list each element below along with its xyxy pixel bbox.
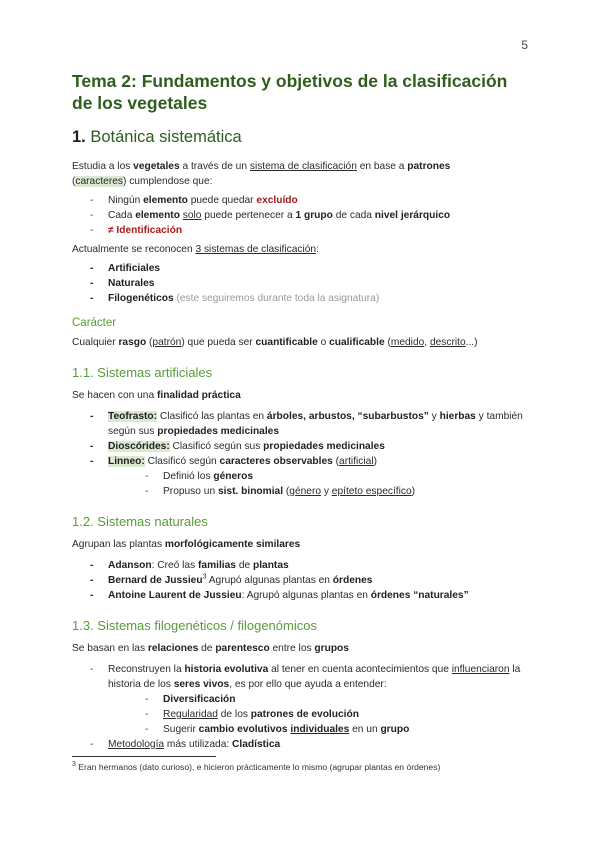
text: Metodología [108, 739, 165, 750]
text: Clasificó las plantas en [157, 411, 267, 422]
text: órdenes [332, 575, 373, 586]
text: ( [283, 486, 290, 497]
text: Agrupó algunas plantas en [206, 575, 333, 586]
text: de [198, 643, 216, 654]
text: Propuso un [163, 486, 218, 497]
text: de cada [332, 210, 375, 221]
list-item [72, 737, 528, 752]
text: al tener en cuenta acontecimientos que [268, 664, 452, 675]
text: 1 grupo [295, 210, 333, 221]
text: Filogenéticos [108, 293, 174, 304]
text: Reconstruyen la [108, 664, 185, 675]
text: elemento [143, 195, 188, 206]
document-body [72, 70, 528, 752]
natural-systems-list [72, 558, 528, 603]
text: la historia de los [108, 664, 521, 690]
list-item [72, 291, 528, 306]
text: ) que pueda ser [181, 337, 256, 348]
text: familias [198, 560, 236, 571]
section-1-2-heading: 1.2. Sistemas naturales [72, 514, 208, 529]
caracter-definition [72, 335, 528, 350]
text: descrito [429, 337, 466, 348]
list-item [72, 223, 528, 238]
phylogenetic-list [72, 662, 528, 752]
text: patrones [407, 161, 451, 172]
section-1-2-intro [72, 537, 528, 552]
text: de [235, 560, 253, 571]
text: vegetales [133, 161, 180, 172]
text: Regularidad [163, 709, 218, 720]
text: Naturales [108, 278, 155, 289]
text: ( [72, 176, 76, 187]
text: sistema de clasificación [249, 161, 357, 172]
text: Antoine Laurent de Jussieu [108, 590, 242, 601]
highlight: Linneo: [108, 456, 145, 467]
text: Adanson [108, 560, 152, 571]
text: finalidad práctica [156, 390, 241, 401]
list-item [108, 469, 528, 484]
text: Agrupan las plantas [72, 539, 165, 550]
text: caracteres observables [219, 456, 333, 467]
text: historia evolutiva [184, 664, 269, 675]
rules-list [72, 193, 528, 238]
text: sist. binomial [217, 486, 284, 497]
text: influenciaron [451, 664, 510, 675]
text: Se basan en las [72, 643, 148, 654]
text: elemento [135, 210, 180, 221]
text: : [316, 244, 319, 255]
systems-intro [72, 242, 528, 257]
text: ) cumplendose que: [122, 176, 213, 187]
text: entre los [269, 643, 315, 654]
text: Cualquier [72, 337, 119, 348]
text: Clasificó según sus [169, 441, 264, 452]
text: árboles, arbustos, “subarbustos” [266, 411, 429, 422]
text: individuales [290, 724, 350, 735]
list-item [72, 439, 528, 454]
text: de los [217, 709, 251, 720]
text: y [428, 411, 440, 422]
footnote-number: 3 [72, 761, 76, 769]
list-item [72, 208, 528, 223]
section-1-3-intro [72, 641, 528, 656]
text: solo [182, 210, 202, 221]
list-item [72, 558, 528, 573]
text: Ningún [108, 195, 144, 206]
text: a través de un [179, 161, 250, 172]
text: Bernard de Jussieu [108, 575, 203, 586]
text: y [321, 486, 332, 497]
section-title: Botánica sistemática [90, 128, 242, 146]
text: patrones de evolución [250, 709, 359, 720]
systems-list [72, 261, 528, 306]
text: plantas [252, 560, 289, 571]
text: Diversificación [163, 694, 236, 705]
text: cambio evolutivos [198, 724, 291, 735]
text: propiedades medicinales [263, 441, 385, 452]
text: puede pertenecer a [201, 210, 296, 221]
footnote-ref[interactable]: 3 [202, 573, 207, 581]
text: género [289, 486, 322, 497]
text: epíteto específico [331, 486, 412, 497]
footnote-text: Eran hermanos (dato curioso), e hicieron prácticamente lo mismo (agrupar plantas en órdenes) [75, 762, 441, 772]
text: (este seguiremos durante toda la asignatura) [173, 293, 380, 304]
list-item [72, 261, 528, 276]
footnote-divider [72, 756, 216, 757]
list-item [72, 193, 528, 208]
list-item [72, 409, 528, 439]
highlight: Dioscórides: [108, 441, 170, 452]
list-item [72, 276, 528, 291]
text: más utilizada: [164, 739, 233, 750]
text: excluído [256, 195, 298, 206]
list-item [108, 707, 528, 722]
text: Sugerir [163, 724, 199, 735]
text: puede quedar [187, 195, 257, 206]
list-item [72, 662, 528, 737]
text: cuantificable [255, 337, 318, 348]
text: grupos [314, 643, 349, 654]
text: ( [146, 337, 153, 348]
text: propiedades medicinales [157, 426, 280, 437]
text: ) [373, 456, 377, 467]
list-item [108, 722, 528, 737]
text: órdenes “naturales” [370, 590, 469, 601]
understanding-sublist [108, 692, 528, 737]
text: hierbas [439, 411, 476, 422]
caracter-heading: Carácter [72, 317, 117, 329]
list-item [72, 573, 528, 588]
text: Se hacen con una [72, 390, 157, 401]
text: géneros [213, 471, 254, 482]
list-item [108, 484, 528, 499]
text: : Creó las [151, 560, 199, 571]
section-number: 1. [72, 128, 86, 146]
text: , [424, 337, 430, 348]
text: ≠ Identificación [108, 225, 183, 236]
text: , es por ello que ayuda a entender: [229, 679, 387, 690]
page-number: 5 [521, 38, 528, 52]
list-item [72, 454, 528, 499]
list-item [108, 692, 528, 707]
text: Actualmente se reconocen [72, 244, 196, 255]
text: parentesco [215, 643, 270, 654]
text: Cada [108, 210, 136, 221]
section-1-1-intro [72, 388, 528, 403]
linneo-sublist [108, 469, 528, 499]
text: en base a [356, 161, 408, 172]
text: Estudia a los [72, 161, 134, 172]
text: morfológicamente similares [164, 539, 301, 550]
text: artificial [339, 456, 374, 467]
section-1-3-heading: 1.3. Sistemas filogenéticos / filogenómicos [72, 618, 317, 633]
text: grupo [380, 724, 410, 735]
text: ...) [465, 337, 478, 348]
text: Clasificó según [144, 456, 220, 467]
text: en un [349, 724, 381, 735]
text: relaciones [147, 643, 199, 654]
text: Artificiales [108, 263, 161, 274]
text: cualificable [329, 337, 385, 348]
text: : Agrupó algunas plantas en [241, 590, 371, 601]
text: ( [384, 337, 391, 348]
section-1-heading [72, 127, 528, 147]
footnote [72, 762, 542, 773]
document-title: Tema 2: Fundamentos y objetivos de la clasificación de los vegetales [72, 71, 508, 113]
text: ) [411, 486, 416, 497]
text: Definió los [163, 471, 214, 482]
text: medido [390, 337, 425, 348]
list-item [72, 588, 528, 603]
highlight: Teofrasto: [108, 411, 158, 422]
text: ( [332, 456, 340, 467]
section-1-1-heading: 1.1. Sistemas artificiales [72, 365, 213, 380]
text: seres vivos [173, 679, 230, 690]
text: rasgo [118, 337, 147, 348]
text: Cladística [232, 739, 281, 750]
highlight: caracteres [75, 176, 123, 187]
text: y también según sus [108, 411, 523, 437]
text: nivel jerárquico [374, 210, 451, 221]
section-1-intro [72, 159, 528, 189]
text: 3 sistemas de clasificación [195, 244, 317, 255]
text: patrón [152, 337, 182, 348]
text: o [317, 337, 330, 348]
artificial-systems-list [72, 409, 528, 499]
